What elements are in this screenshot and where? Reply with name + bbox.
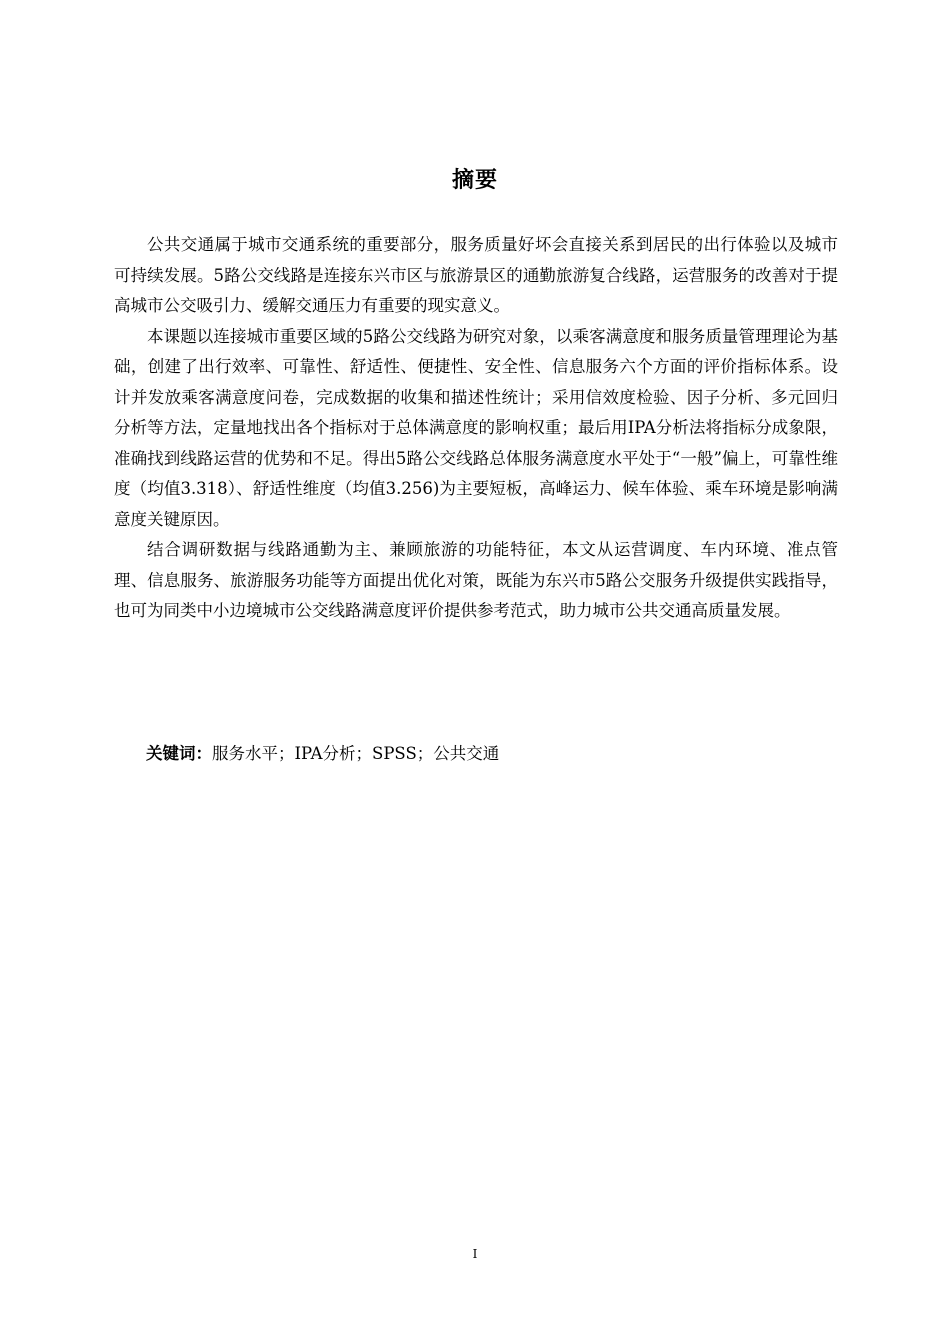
page-title: 摘要 bbox=[451, 168, 498, 193]
keywords-label: 关键词： bbox=[146, 744, 212, 763]
page-number: I bbox=[472, 1247, 478, 1261]
abstract-paragraph-3: 结合调研数据与线路通勤为主、兼顾旅游的功能特征，本文从运营调度、车内环境、准点管理、信息服务、旅游服务功能等方面提出优化对策，既能为东兴市5路公交服务升级提供实践指导，也可为同类中小边境城市公交线路满意度评价提供参考范式，助力城市公共交通高质量发展。 bbox=[114, 540, 838, 620]
keywords-text: 服务水平；IPA分析；SPSS；公共交通 bbox=[212, 744, 500, 763]
abstract-body bbox=[114, 230, 838, 627]
abstract-paragraph-1: 公共交通属于城市交通系统的重要部分，服务质量好坏会直接关系到居民的出行体验以及城市可持续发展。5路公交线路是连接东兴市区与旅游景区的通勤旅游复合线路，运营服务的改善对于提高城市公交吸引力、缓解交通压力有重要的现实意义。 bbox=[114, 235, 838, 315]
keywords-line bbox=[146, 739, 499, 769]
abstract-paragraph-2: 本课题以连接城市重要区域的5路公交线路为研究对象，以乘客满意度和服务质量管理理论为基础，创建了出行效率、可靠性、舒适性、便捷性、安全性、信息服务六个方面的评价指标体系。设计并发放乘客满意度问卷，完成数据的收集和描述性统计；采用信效度检验、因子分析、多元回归分析等方法，定量地找出各个指标对于总体满意度的影响权重；最后用IPA分析法将指标分成象限，准确找到线路运营的优势和不足。得出5路公交线路总体服务满意度水平处于“一般”偏上，可靠性维度（均值3.318）、舒适性维度（均值3.256)为主要短板，高峰运力、候车体验、乘车环境是影响满意度关键原因。 bbox=[114, 326, 838, 529]
